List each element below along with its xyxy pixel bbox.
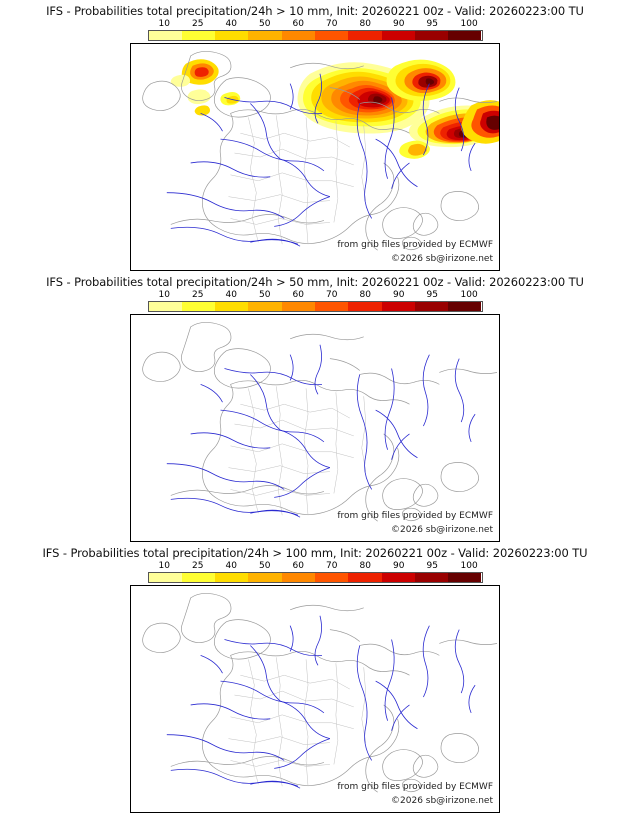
colorbar: [148, 290, 483, 312]
probability-shading: [171, 59, 499, 159]
panel-100mm: [0, 542, 630, 813]
colorbar-tick: 40: [225, 290, 237, 300]
colorbar-tick: 60: [292, 290, 304, 300]
colorbar-tick: 25: [192, 19, 204, 29]
map-svg: [131, 315, 499, 541]
colorbar-tick: 100: [460, 19, 478, 29]
colorbar-tick: 10: [158, 561, 170, 571]
colorbar-tick: 70: [326, 561, 338, 571]
panel-title: IFS - Probabilities total precipitation/24h > 50 mm, Init: 20260221 00z - Valid: 20260223:00 TU: [46, 275, 584, 289]
colorbar-tick: 90: [393, 290, 405, 300]
region-boundaries: [228, 386, 365, 515]
colorbar-tick: 10: [158, 19, 170, 29]
colorbar-tick: 100: [460, 561, 478, 571]
map-canvas-50mm: [130, 314, 500, 542]
colorbar-gradient: [148, 301, 483, 312]
colorbar-labels: [148, 19, 483, 30]
map-canvas-10mm: [130, 43, 500, 271]
copyright-credit: ©2026 sb@irizone.net: [391, 254, 493, 264]
region-boundaries: [228, 657, 365, 786]
colorbar-tick: 95: [426, 290, 438, 300]
colorbar-tick: 70: [326, 19, 338, 29]
colorbar-tick: 95: [426, 19, 438, 29]
map-canvas-100mm: [130, 585, 500, 813]
colorbar-tick: 70: [326, 290, 338, 300]
colorbar-labels: [148, 290, 483, 301]
colorbar-gradient: [148, 572, 483, 583]
panel-title: IFS - Probabilities total precipitation/24h > 100 mm, Init: 20260221 00z - Valid: 20260223:00 TU: [42, 546, 588, 560]
colorbar-tick: 80: [359, 561, 371, 571]
colorbar-tick: 60: [292, 561, 304, 571]
colorbar-tick: 40: [225, 561, 237, 571]
copyright-credit: ©2026 sb@irizone.net: [391, 525, 493, 535]
ecmwf-credit: from grib files provided by ECMWF: [337, 782, 493, 792]
colorbar-gradient: [148, 30, 483, 41]
colorbar-tick: 10: [158, 290, 170, 300]
colorbar-tick: 25: [192, 290, 204, 300]
colorbar-tick: 50: [259, 290, 271, 300]
coastlines: [143, 593, 497, 792]
colorbar-tick: 95: [426, 561, 438, 571]
colorbar-tick: 60: [292, 19, 304, 29]
map-svg: [131, 586, 499, 812]
colorbar-tick: 100: [460, 290, 478, 300]
colorbar: [148, 19, 483, 41]
colorbar-tick: 50: [259, 19, 271, 29]
rivers: [167, 345, 475, 517]
region-boundaries: [228, 115, 365, 244]
colorbar: [148, 561, 483, 583]
colorbar-tick: 25: [192, 561, 204, 571]
ecmwf-credit: from grib files provided by ECMWF: [337, 240, 493, 250]
rivers: [167, 616, 475, 788]
copyright-credit: ©2026 sb@irizone.net: [391, 796, 493, 806]
colorbar-tick: 80: [359, 19, 371, 29]
colorbar-tick: 90: [393, 561, 405, 571]
colorbar-tick: 80: [359, 290, 371, 300]
map-svg: [131, 44, 499, 270]
panel-title: IFS - Probabilities total precipitation/24h > 10 mm, Init: 20260221 00z - Valid: 20260223:00 TU: [46, 4, 584, 18]
colorbar-labels: [148, 561, 483, 572]
ecmwf-credit: from grib files provided by ECMWF: [337, 511, 493, 521]
colorbar-tick: 90: [393, 19, 405, 29]
panel-10mm: [0, 0, 630, 271]
coastlines: [143, 322, 497, 521]
colorbar-tick: 40: [225, 19, 237, 29]
panel-50mm: [0, 271, 630, 542]
colorbar-tick: 50: [259, 561, 271, 571]
